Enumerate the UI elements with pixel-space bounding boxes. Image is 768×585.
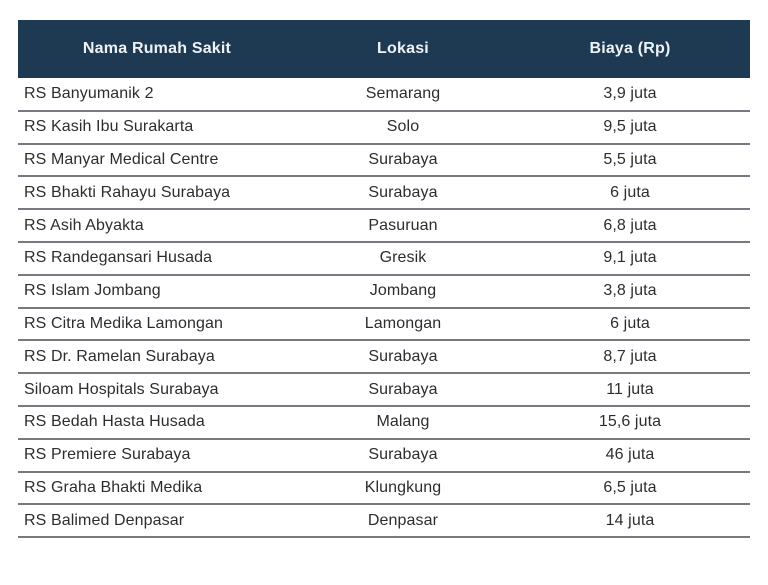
table-row: [18, 373, 750, 406]
column-header-lokasi: Lokasi: [296, 20, 510, 78]
table-row: [18, 439, 750, 472]
table-row: [18, 275, 750, 308]
table-header-row: [18, 20, 750, 78]
cost-cell: 9,1 juta: [510, 242, 750, 275]
cost-cell: 3,9 juta: [510, 78, 750, 111]
cost-cell: 14 juta: [510, 504, 750, 537]
hospital-name-cell: RS Bedah Hasta Husada: [18, 406, 296, 439]
table-header: [18, 20, 750, 78]
table-row: [18, 78, 750, 111]
location-cell: Surabaya: [296, 439, 510, 472]
cost-cell: 9,5 juta: [510, 111, 750, 144]
table-wrap: [18, 20, 750, 538]
table-row: [18, 111, 750, 144]
hospital-name-cell: RS Dr. Ramelan Surabaya: [18, 340, 296, 373]
hospital-name-cell: RS Bhakti Rahayu Surabaya: [18, 176, 296, 209]
location-cell: Denpasar: [296, 504, 510, 537]
table-body: [18, 78, 750, 537]
cost-cell: 3,8 juta: [510, 275, 750, 308]
cost-cell: 6 juta: [510, 176, 750, 209]
table-row: [18, 340, 750, 373]
location-cell: Klungkung: [296, 472, 510, 505]
hospital-name-cell: RS Kasih Ibu Surakarta: [18, 111, 296, 144]
hospital-name-cell: RS Banyumanik 2: [18, 78, 296, 111]
location-cell: Surabaya: [296, 340, 510, 373]
hospital-name-cell: RS Balimed Denpasar: [18, 504, 296, 537]
table-row: [18, 504, 750, 537]
hospital-cost-table: [18, 20, 750, 538]
location-cell: Surabaya: [296, 373, 510, 406]
cost-cell: 11 juta: [510, 373, 750, 406]
table-row: [18, 242, 750, 275]
location-cell: Surabaya: [296, 176, 510, 209]
location-cell: Lamongan: [296, 308, 510, 341]
location-cell: Pasuruan: [296, 209, 510, 242]
table-row: [18, 308, 750, 341]
cost-cell: 6,5 juta: [510, 472, 750, 505]
location-cell: Gresik: [296, 242, 510, 275]
hospital-name-cell: RS Islam Jombang: [18, 275, 296, 308]
hospital-name-cell: RS Citra Medika Lamongan: [18, 308, 296, 341]
location-cell: Solo: [296, 111, 510, 144]
hospital-name-cell: RS Premiere Surabaya: [18, 439, 296, 472]
table-row: [18, 472, 750, 505]
table-row: [18, 406, 750, 439]
location-cell: Jombang: [296, 275, 510, 308]
hospital-name-cell: RS Graha Bhakti Medika: [18, 472, 296, 505]
table-row: [18, 144, 750, 177]
cost-cell: 8,7 juta: [510, 340, 750, 373]
table-row: [18, 209, 750, 242]
location-cell: Semarang: [296, 78, 510, 111]
cost-cell: 6 juta: [510, 308, 750, 341]
column-header-biaya: Biaya (Rp): [510, 20, 750, 78]
cost-cell: 5,5 juta: [510, 144, 750, 177]
hospital-name-cell: Siloam Hospitals Surabaya: [18, 373, 296, 406]
hospital-name-cell: RS Asih Abyakta: [18, 209, 296, 242]
location-cell: Surabaya: [296, 144, 510, 177]
cost-cell: 46 juta: [510, 439, 750, 472]
cost-cell: 15,6 juta: [510, 406, 750, 439]
location-cell: Malang: [296, 406, 510, 439]
column-header-nama-rumah-sakit: Nama Rumah Sakit: [18, 20, 296, 78]
hospital-name-cell: RS Randegansari Husada: [18, 242, 296, 275]
cost-cell: 6,8 juta: [510, 209, 750, 242]
table-row: [18, 176, 750, 209]
hospital-name-cell: RS Manyar Medical Centre: [18, 144, 296, 177]
